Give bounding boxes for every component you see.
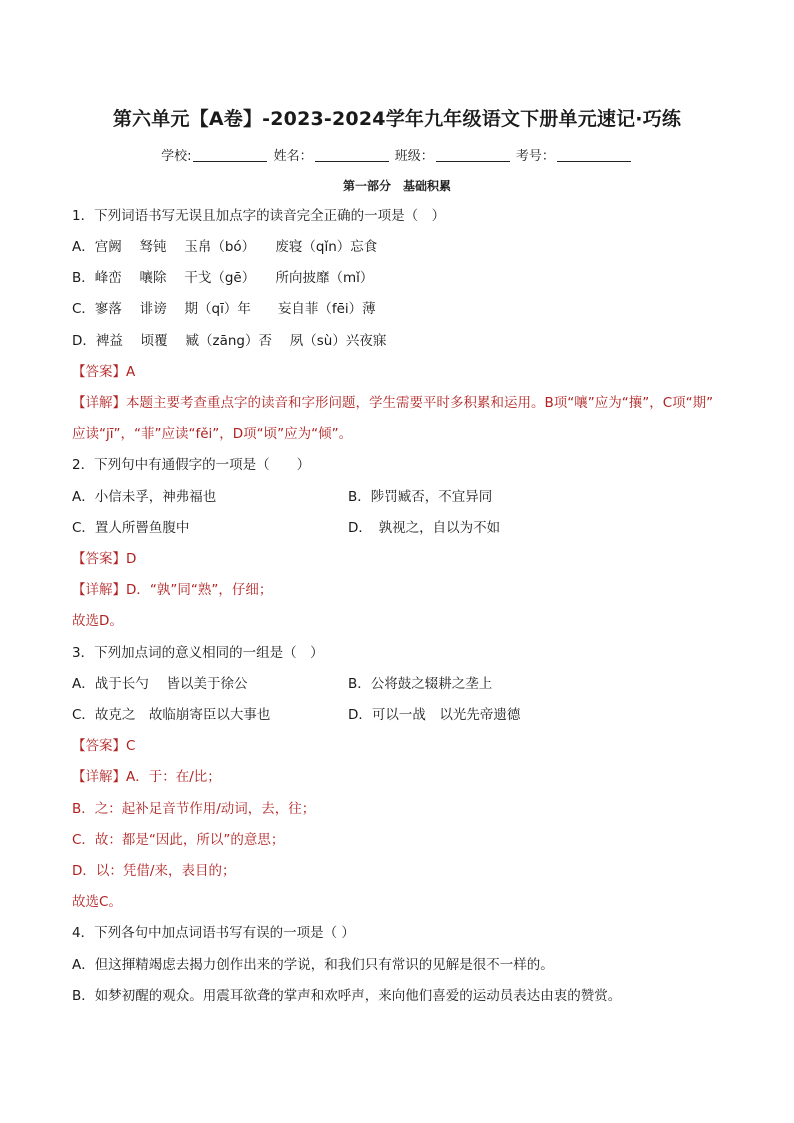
q3-option-b: B．公将鼓之辍耕之垄上 xyxy=(348,676,493,692)
q1-answer: 【答案】A xyxy=(72,364,136,380)
q2-stem: 2．下列句中有通假字的一项是（ ） xyxy=(72,457,311,473)
q3-option-c: C．故克之 故临崩寄臣以大事也 xyxy=(72,707,271,723)
q3-stem: 3．下列加点词的意义相同的一组是（ ） xyxy=(72,645,324,661)
q1-detail-line2: 应读“jī”，“菲”应读“fěi”，D项“顷”应为“倾”。 xyxy=(72,426,353,442)
q2-option-d: D． 孰视之，自以为不如 xyxy=(348,520,501,536)
class-label: 班级： xyxy=(394,149,434,164)
q4-option-a: A．但这揮精竭虑去揭力创作出来的学说，和我们只有常识的见解是很不一样的。 xyxy=(72,957,554,973)
name-label: 姓名： xyxy=(273,149,313,164)
q1-option-a: A．宫阙 驽钝 玉帛（bó） 废寝（qǐn）忘食 xyxy=(72,239,378,255)
q2-detail: 【详解】D．“孰”同“熟”，仔细； xyxy=(72,582,273,598)
section-title: 第一部分 基础积累 xyxy=(342,179,451,193)
q2-option-a: A．小信未孚，神弗福也 xyxy=(72,489,217,505)
q2-option-b: B．陟罚臧否，不宜异同 xyxy=(348,489,493,505)
q3-detail-d: D．以：凭借/来，表目的； xyxy=(72,863,236,879)
q3-detail-a: 【详解】A．于：在/比； xyxy=(72,769,221,785)
q3-option-a: A．战于长勺 皆以美于徐公 xyxy=(72,676,248,692)
q4-stem: 4．下列各句中加点词语书写有误的一项是（ ） xyxy=(72,925,355,941)
q1-option-c: C．寥落 诽谤 期（qī）年 妄自菲（fēi）薄 xyxy=(72,301,376,317)
q2-answer: 【答案】D xyxy=(72,551,137,567)
q1-option-b: B．峰峦 嚷除 干戈（gē） 所向披靡（mǐ） xyxy=(72,270,374,286)
q3-detail-c: C．故：都是“因此，所以”的意思； xyxy=(72,832,285,848)
school-blank xyxy=(193,148,267,162)
name-blank xyxy=(315,148,389,162)
q4-option-b: B．如梦初醒的观众。用震耳欲聋的掌声和欢呼声，来向他们喜爱的运动员表达由衷的赞赏。 xyxy=(72,988,622,1004)
q3-option-d: D．可以一战 以光先帝遗德 xyxy=(348,707,521,723)
q3-detail-b: B．之：起补足音节作用/动词，去，往； xyxy=(72,801,316,817)
exam-no-label: 考号： xyxy=(515,149,555,164)
q3-choose: 故选C。 xyxy=(72,894,122,910)
q2-choose: 故选D。 xyxy=(72,613,123,629)
page-title: 第六单元【A卷】-2023-2024学年九年级语文下册单元速记·巧练 xyxy=(112,108,682,130)
q2-option-c: C．置人所罾鱼腹中 xyxy=(72,520,190,536)
school-label: 学校: xyxy=(161,149,192,164)
class-blank xyxy=(436,148,510,162)
student-info-row xyxy=(0,145,794,164)
q3-answer: 【答案】C xyxy=(72,738,136,754)
q1-option-d: D．裨益 顷覆 臧（zāng）否 夙（sù）兴夜寐 xyxy=(72,333,387,349)
exam-no-blank xyxy=(557,148,631,162)
q1-detail-line1: 【详解】本题主要考查重点字的读音和字形问题，学生需要平时多积累和运用。B项“嚷”应为“攘”，C项“期” xyxy=(72,395,714,411)
q1-stem: 1．下列词语书写无误且加点字的读音完全正确的一项是（ ） xyxy=(72,208,446,224)
